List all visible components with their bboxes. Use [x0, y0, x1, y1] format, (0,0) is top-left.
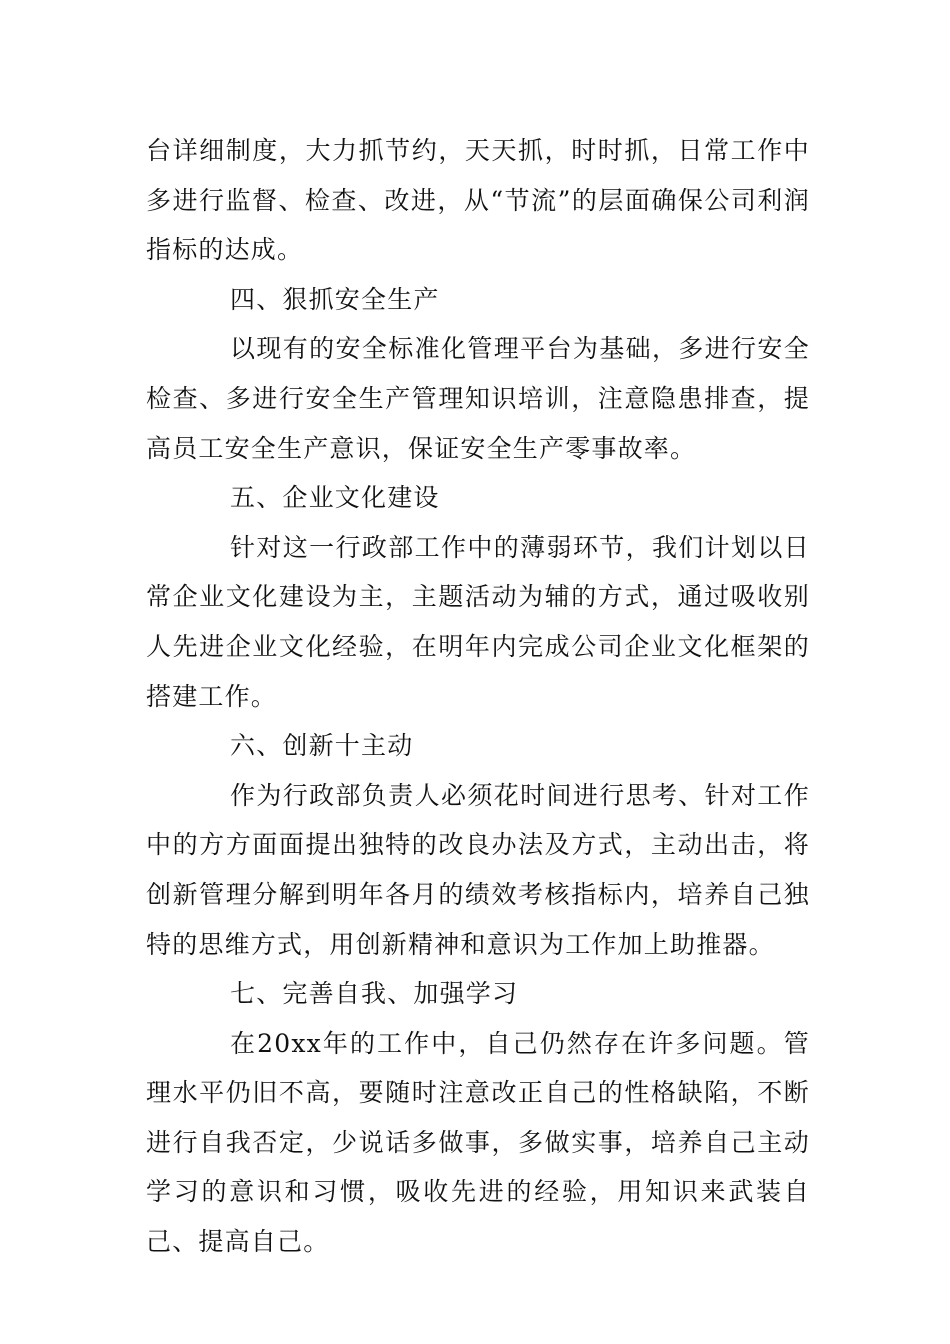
paragraph-continued: 台详细制度，大力抓节约，天天抓，时时抓，日常工作中多进行监督、检查、改进，从“节流”的层面确保公司利润指标的达成。 [146, 136, 810, 265]
paragraph-innovation: 作为行政部负责人必须花时间进行思考、针对工作中的方方面面提出独特的改良办法及方式，主动出击，将创新管理分解到明年各月的绩效考核指标内，培养自己独特的思维方式，用创新精神和意识为工作加上助推器。 [146, 780, 810, 959]
paragraph-learning: 在20xx年的工作中，自己仍然存在许多问题。管理水平仍旧不高，要随时注意改正自己的性格缺陷，不断进行自我否定，少说话多做事，多做实事，培养自己主动学习的意识和习惯，吸收先进的经验，用知识来武装自己、提高自己。 [146, 1028, 810, 1257]
paragraph-safety: 以现有的安全标准化管理平台为基础，多进行安全检查、多进行安全生产管理知识培训，注意隐患排查，提高员工安全生产意识，保证安全生产零事故率。 [146, 334, 810, 463]
document-body [146, 126, 810, 1267]
paragraph-culture: 针对这一行政部工作中的薄弱环节，我们计划以日常企业文化建设为主，主题活动为辅的方式，通过吸收别人先进企业文化经验，在明年内完成公司企业文化框架的搭建工作。 [146, 532, 810, 711]
section-heading-culture: 五、企业文化建设 [230, 483, 440, 513]
section-heading-learning: 七、完善自我、加强学习 [230, 979, 519, 1009]
section-heading-innovation: 六、创新十主动 [230, 731, 414, 761]
section-heading-safety: 四、狠抓安全生产 [230, 284, 440, 314]
